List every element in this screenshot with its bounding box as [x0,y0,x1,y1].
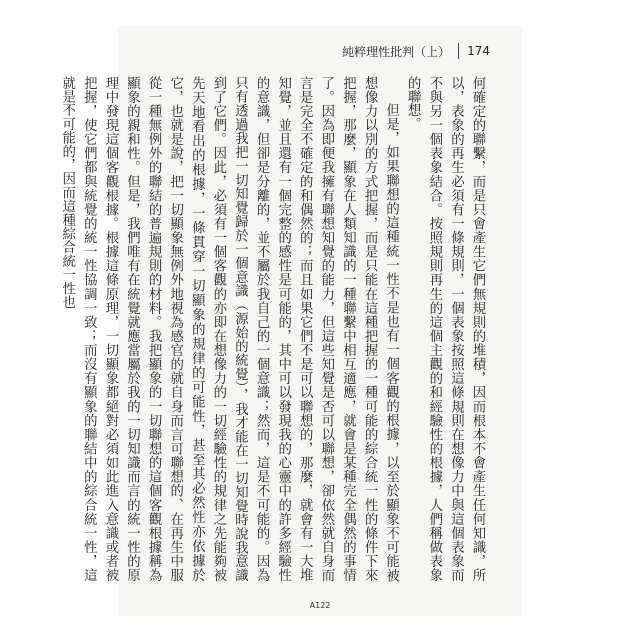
body-text [59,76,488,582]
margin-reference: A122 [309,601,331,610]
book-title: 純粹理性批判（上） [342,44,451,59]
page-number: 174 [467,44,490,58]
header-divider [458,43,459,59]
book-page [59,26,522,616]
paragraph-continued: 何確定的聯繫，而是只會產生它們無規則的堆積，因而根本不會產生任何知識，所以，表象的再生必須有一條規則，一個表象按照這條規則在想像力中與這個表象而不與另一個表象結合。按照規則再生的這個主觀的和經驗性的根據，人們稱做表象的聯想。 [405,76,485,582]
running-header [342,40,490,62]
paragraph: 但是，如果聯想的這種統一性不是也有一個客觀的根據，以至於顯象不可能被想像力以別的方式把握，而是只能在這種把握的一種可能的綜合統一性的條件下來把握，那麼，顯象在人類知識的一種聯繫中相互適應，就會是某種完全偶然的事情了。因為即便我擁有聯想知覺的能力，但這些知覺是否可以聯想，卻依然就自身而言是完全不確定的和偶然的；而且如果它們不是可以聯想的，那麼，就會有一大堆知覺，並且還有一個完整的感性是可能的，其中可以發現我的心靈中的許多經驗性的意識，但卻是分離的，並不屬於我自己的一個意識；然而，這是不可能的。因為只有透過我把一切知覺歸於一個意識（源始的統覺），我才能在一切知覺時說我意識到了它們。因此，必須有一個客觀的亦即在想像力的一切經驗性的規律之先能夠被先天地看出的根據，一條貫穿一切顯象的規律的可能性，甚至其必然性亦依據於它，也就是說，把一切顯象無例外地視為感官的就自身而言可聯想的、在再生中服從一種無例外的聯結的普遍規則的材料。我把顯象的一切聯想的這個客觀根據稱為顯象的親和性。但是，我們唯有在統覺就應當屬於我的一切知識而言的統一性的原理中發現這個客觀根據。根據這條原理，一切顯象都絕對必須如此進入意識或者被把握，使它們都與統覺的統一性協調一致；而沒有顯象的聯結中的綜合統一性，這就是不可能的，因而這種綜合統一性也 [59,76,399,582]
